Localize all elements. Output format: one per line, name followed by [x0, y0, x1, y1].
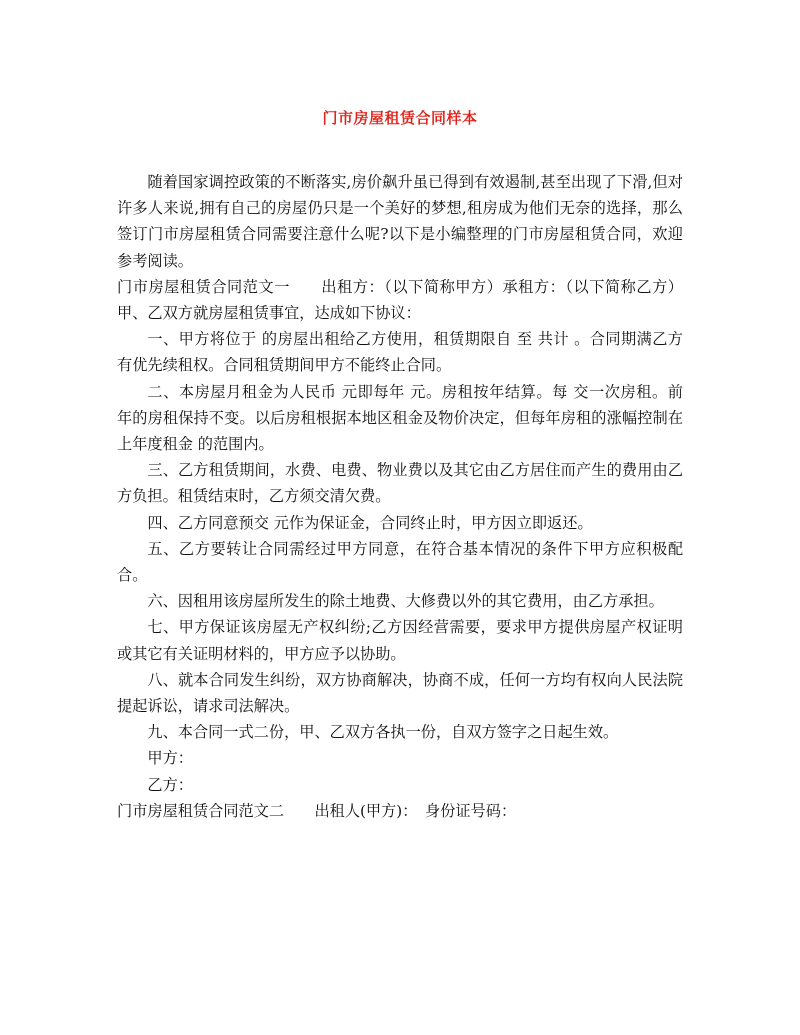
clause-3-paragraph: 三、乙方租赁期间，水费、电费、物业费以及其它由乙方居住而产生的费用由乙方负担。租赁结束时，乙方须交清欠费。 [117, 461, 683, 506]
party-b-signature-line: 乙方： [147, 775, 193, 794]
party-a-signature-line: 甲方： [147, 749, 193, 768]
clause-7-paragraph: 七、甲方保证该房屋无产权纠纷;乙方因经营需要，要求甲方提供房屋产权证明或其它有关证明材料的，甲方应予以协助。 [117, 618, 683, 663]
clause-9-paragraph: 九、本合同一式二份，甲、乙双方各执一份，自双方签字之日起生效。 [147, 723, 619, 742]
sample-one-heading-paragraph: 门市房屋租赁合同范文一 出租方：（以下简称甲方）承租方：（以下简称乙方）甲、乙双方就房屋租赁事宜，达成如下协议： [117, 277, 683, 323]
document-title: 门市房屋租赁合同样本 [322, 109, 478, 127]
document-body [117, 169, 683, 824]
sample-two-heading-paragraph: 门市房屋租赁合同范文二 出租人(甲方)： 身份证号码： [117, 801, 517, 820]
clause-8-paragraph: 八、就本合同发生纠纷，双方协商解决，协商不成，任何一方均有权向人民法院提起诉讼，请求司法解决。 [117, 670, 683, 716]
clause-4-paragraph: 四、乙方同意预交 元作为保证金，合同终止时，甲方因立即返还。 [147, 513, 593, 532]
clause-1-paragraph: 一、甲方将位于 的房屋出租给乙方使用，租赁期限自 至 共计 。合同期满乙方有优先续租权。合同租赁期间甲方不能终止合同。 [117, 330, 683, 375]
clause-6-paragraph: 六、因租用该房屋所发生的除土地费、大修费以外的其它费用，由乙方承担。 [147, 592, 664, 611]
clause-5-paragraph: 五、乙方要转让合同需经过甲方同意，在符合基本情况的条件下甲方应积极配合。 [117, 539, 683, 585]
clause-2-paragraph: 二、本房屋月租金为人民币 元即每年 元。房租按年结算。每 交一次房租。前 年的房租保持不变。以后房租根据本地区租金及物价决定，但每年房租的涨幅控制在上年度租金 的范围内。 [117, 382, 683, 454]
intro-paragraph: 随着国家调控政策的不断落实,房价飙升虽已得到有效遏制,甚至出现了下滑,但对许多人来说,拥有自己的房屋仍只是一个美好的梦想,租房成为他们无奈的选择，那么签订门市房屋租赁合同需要注意什么呢?以下是小编整理的门市房屋租赁合同，欢迎参考阅读。 [117, 173, 683, 270]
